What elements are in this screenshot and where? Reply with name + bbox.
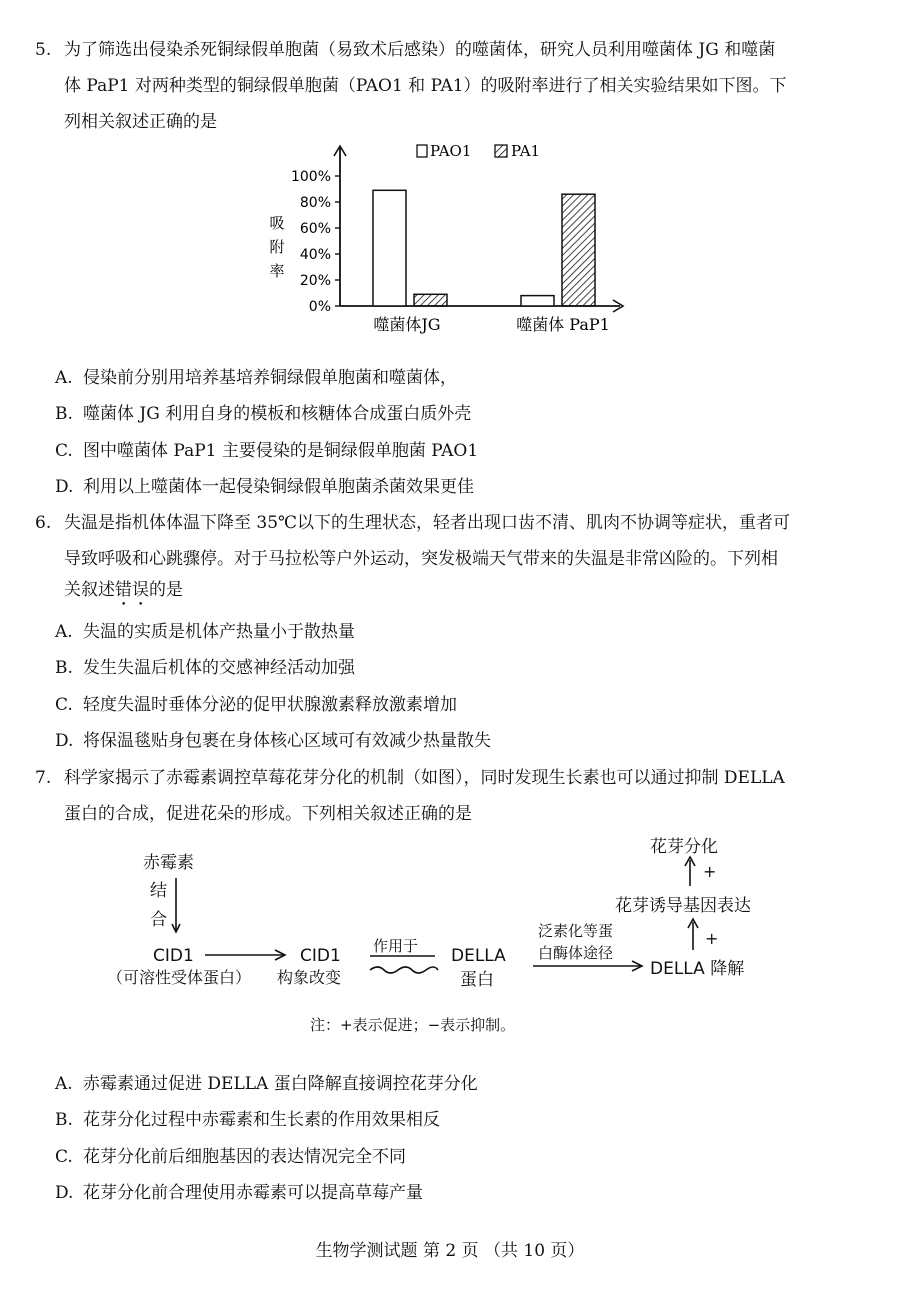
q6-option-a-text: 失温的实质是机体产热量小于散热量 xyxy=(83,622,355,642)
q5-option-d-letter: D. xyxy=(55,477,74,497)
q7-option-b-letter: B. xyxy=(55,1110,73,1130)
bar-pao1-0 xyxy=(373,190,406,306)
y-tick-label: 0% xyxy=(308,299,331,315)
q5-option-a xyxy=(55,366,457,390)
q6-option-d-text: 将保温毯贴身包裹在身体核心区域可有效减少热量散失 xyxy=(83,731,491,751)
q6-stem-post: 的是 xyxy=(149,580,183,600)
q5-stem-line-3: 列相关叙述正确的是 xyxy=(64,112,217,132)
plus-sign-2: + xyxy=(705,929,719,948)
legend-swatch-pao1 xyxy=(417,145,427,157)
diagram-note: 注：+表示促进；−表示抑制。 xyxy=(310,1016,516,1034)
q6-option-a-letter: A. xyxy=(55,622,73,642)
q7-option-a-letter: A. xyxy=(55,1074,73,1094)
q5-option-a-text: 侵染前分别用培养基培养铜绿假单胞菌和噬菌体， xyxy=(83,368,457,388)
page-footer: 生物学测试题 第 2 页 （共 10 页） xyxy=(315,1241,585,1261)
legend-label-pao1: PAO1 xyxy=(430,142,472,160)
node-gibberellin: 赤霉素 xyxy=(143,853,194,873)
bind-label-1: 结 xyxy=(150,881,167,901)
y-axis-label-3: 率 xyxy=(269,262,285,280)
q6-option-b-text: 发生失温后机体的交感神经活动加强 xyxy=(83,658,355,678)
q6-number: 6. xyxy=(35,513,52,533)
q5-option-d xyxy=(55,475,474,499)
node-cid1-conformation: CID1 xyxy=(300,946,341,966)
bar-pa1-0 xyxy=(414,294,447,306)
bar-pao1-1 xyxy=(521,296,554,306)
acts-on-scribble xyxy=(370,967,438,973)
q7-stem-line-2: 蛋白的合成，促进花朵的形成。下列相关叙述正确的是 xyxy=(64,804,472,824)
q6-option-d-letter: D. xyxy=(55,731,74,751)
q7-option-d-letter: D. xyxy=(55,1183,74,1203)
acts-on-label: 作用于 xyxy=(373,937,419,955)
q7-option-c-letter: C. xyxy=(55,1147,73,1167)
node-flower-bud-differentiation: 花芽分化 xyxy=(650,837,718,857)
y-tick-label: 80% xyxy=(299,195,331,211)
q5-stem-line-1: 为了筛选出侵染杀死铜绿假单胞菌（易致术后感染）的噬菌体，研究人员利用噬菌体 JG 和噬菌 xyxy=(64,40,776,60)
node-cid1-description: （可溶性受体蛋白） xyxy=(107,968,252,987)
q6-option-b xyxy=(55,656,355,680)
q6-stem-line-2: 导致呼吸和心跳骤停。对于马拉松等户外运动，突发极端天气带来的失温是非常凶险的。下列相 xyxy=(64,549,778,569)
q6-stem-pre: 关叙述 xyxy=(64,580,115,600)
q5-option-b-text: 噬菌体 JG 利用自身的模板和核糖体合成蛋白质外壳 xyxy=(83,404,472,424)
q7-number: 7. xyxy=(35,768,52,788)
node-della-degradation: DELLA 降解 xyxy=(650,959,745,979)
q7-option-b-text: 花芽分化过程中赤霉素和生长素的作用效果相反 xyxy=(83,1110,440,1130)
q5-option-c-text: 图中噬菌体 PaP1 主要侵染的是铜绿假单胞菌 PAO1 xyxy=(83,441,479,461)
q5-option-c-letter: C. xyxy=(55,441,73,461)
q7-stem-line-1: 科学家揭示了赤霉素调控草莓花芽分化的机制（如图），同时发现生长素也可以通过抑制 DELLA xyxy=(64,768,785,788)
y-tick-label: 100% xyxy=(290,169,331,185)
q7-option-a xyxy=(55,1072,478,1096)
q7-option-d xyxy=(55,1181,423,1205)
adsorption-rate-bar-chart xyxy=(255,138,645,343)
node-della-protein: 蛋白 xyxy=(460,970,494,990)
legend-swatch-pa1 xyxy=(495,145,507,157)
plus-sign-1: + xyxy=(703,862,717,881)
q7-option-c-text: 花芽分化前后细胞基因的表达情况完全不同 xyxy=(83,1147,406,1167)
node-cid1: CID1 xyxy=(153,946,194,966)
q5-option-b xyxy=(55,402,471,426)
x-category-label-pap1: 噬菌体 PaP1 xyxy=(516,315,610,334)
y-axis-label-2: 附 xyxy=(269,238,285,256)
q6-stem-emphasis: 错误 xyxy=(115,580,149,600)
bind-label-2: 合 xyxy=(150,910,167,930)
x-category-label-jg: 噬菌体JG xyxy=(373,315,441,334)
y-tick-label: 40% xyxy=(299,247,331,263)
q5-option-c xyxy=(55,439,478,463)
q7-option-d-text: 花芽分化前合理使用赤霉素可以提高草莓产量 xyxy=(83,1183,423,1203)
q7-option-c xyxy=(55,1145,406,1169)
gibberellin-mechanism-diagram xyxy=(105,828,805,1043)
q6-option-b-letter: B. xyxy=(55,658,73,678)
legend-label-pa1: PA1 xyxy=(511,142,541,160)
q7-option-a-text: 赤霉素通过促进 DELLA 蛋白降解直接调控花芽分化 xyxy=(83,1074,478,1094)
conformation-change-label: 构象改变 xyxy=(277,968,342,987)
q6-option-c xyxy=(55,693,457,717)
q6-stem-line-1: 失温是指机体体温下降至 35℃以下的生理状态，轻者出现口齿不清、肌肉不协调等症状，重者可 xyxy=(64,513,791,533)
q6-option-d xyxy=(55,729,491,753)
q5-number: 5. xyxy=(35,40,52,60)
q5-stem-line-2: 体 PaP1 对两种类型的铜绿假单胞菌（PAO1 和 PA1）的吸附率进行了相关实验结果如下图。下 xyxy=(64,76,787,96)
y-axis-label-1: 吸 xyxy=(269,214,285,232)
y-tick-label: 20% xyxy=(299,273,331,289)
node-della: DELLA xyxy=(451,946,506,966)
q6-option-c-text: 轻度失温时垂体分泌的促甲状腺激素释放激素增加 xyxy=(83,695,457,715)
bar-pa1-1 xyxy=(562,194,595,306)
q5-option-d-text: 利用以上噬菌体一起侵染铜绿假单胞菌杀菌效果更佳 xyxy=(83,477,474,497)
q6-stem-line-3 xyxy=(64,578,183,610)
q6-option-a xyxy=(55,620,355,644)
y-tick-label: 60% xyxy=(299,221,331,237)
q5-option-b-letter: B. xyxy=(55,404,73,424)
pathway-label-1: 泛素化等蛋 xyxy=(538,922,614,940)
q5-option-a-letter: A. xyxy=(55,368,73,388)
pathway-label-2: 白酶体途径 xyxy=(538,944,614,962)
node-flower-bud-induction: 花芽诱导基因表达 xyxy=(615,896,751,916)
q6-option-c-letter: C. xyxy=(55,695,73,715)
q7-option-b xyxy=(55,1108,440,1132)
